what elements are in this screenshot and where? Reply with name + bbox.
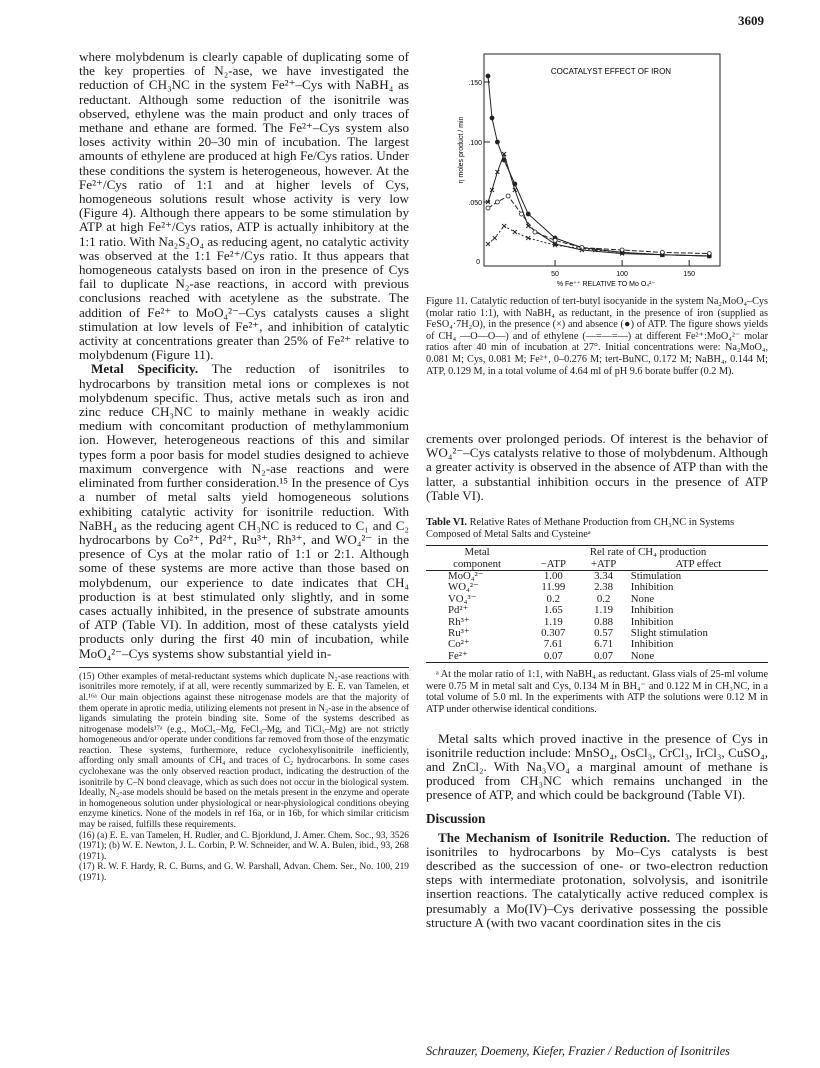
data-point (533, 230, 537, 234)
table-header-row (426, 558, 768, 571)
data-point (495, 140, 499, 144)
cell-plus-atp: 0.2 (596, 592, 611, 605)
cell-plus-atp: 0.57 (594, 627, 614, 640)
right-column-lower (426, 432, 768, 930)
data-point (580, 246, 584, 250)
cell-plus-atp: 3.34 (594, 570, 614, 583)
cell-atp-effect: Slight stimulation (630, 627, 708, 640)
paragraph-text: The reduction of isonitriles to hydrocarbons by Mo–Cys catalysts is best described as the succession of one- or two-electron reduction steps with intermediate protonation, solvolysis, and isonitrile insertion reactions. The catalytically active reduced complex is presumably a Mo(IV)–Cys derivative possessing the possible structure A (with two vacant coordination sites in the cis (426, 829, 768, 930)
header-plus-atp: +ATP (590, 558, 617, 571)
table-label: Table VI. (426, 517, 468, 529)
cell-metal: MoO₄²⁻ (448, 570, 484, 583)
page-number: 3609 (738, 13, 764, 28)
cell-atp-effect: Inhibition (630, 615, 674, 628)
cell-plus-atp: 6.71 (594, 638, 614, 651)
cell-minus-atp: 0.07 (543, 649, 563, 662)
cell-plus-atp: 2.38 (594, 581, 614, 594)
paragraph-text: The reduction of isonitriles to hydrocarbons by transition metal ions or complexes is not molybdenum specific. Thus, active metals such as iron and zinc reduce CH₃NC to mainly methane in weakly acidic medium with concomitant production of methylammonium ion. However, heterogeneous reactions of this and similar types form a poor basis for model studies designed to achieve maximum convergence with N₂-ase reactions and were eliminated from further consideration.¹⁵ In the presence of Cys a number of metal salts yield homogeneous solutions exhibiting catalytic activity for isonitrile reduction. With NaBH₄ as the reducing agent CH₃NC is reduced to C₁ and C₂ hydrocarbons by Co²⁺, Pd²⁺, Ru³⁺, Rh³⁺, and WO₄²⁻ in the presence of Cys at the molar ratio of 1:1 or 2:1. Although some of these systems are more active than those based on molybdenum, our experience to date indicates that CH₄ production is at best stimulated only slightly, and in some cases actually inhibited, in the presence of substrate amounts of ATP (Table VI). In addition, most of these catalysts yield products only during the first 40 min of incubation, while MoO₄²⁻–Cys systems show substantial yield in- (79, 361, 409, 661)
data-point (493, 236, 497, 240)
table-row (426, 605, 768, 616)
data-point (506, 194, 510, 198)
header-atp-effect: ATP effect (675, 558, 722, 571)
data-point (495, 200, 499, 204)
y-axis-label: η moles product / min (458, 116, 465, 184)
cell-minus-atp: 0.307 (541, 627, 566, 640)
x-tick-label: 150 (683, 271, 696, 278)
x-axis-label: % Fe⁺⁺ RELATIVE TO Mo O₄²⁻ (556, 281, 656, 288)
footnote-17: (17) R. W. F. Hardy, R. C. Burns, and G. W. Parshall, Advan. Chem. Ser., No. 100, 219 (1971). (79, 862, 409, 884)
series-line (488, 196, 709, 254)
cell-atp-effect: Inhibition (630, 604, 674, 617)
cell-atp-effect: Stimulation (630, 570, 682, 583)
cell-plus-atp: 1.19 (594, 604, 614, 617)
cell-metal: Pd²⁺ (448, 604, 469, 617)
series-line (488, 76, 709, 256)
cell-plus-atp: 0.88 (594, 615, 614, 628)
cell-plus-atp: 0.07 (594, 649, 614, 662)
cell-minus-atp: 1.65 (543, 604, 563, 617)
data-point (513, 230, 517, 234)
cell-atp-effect: None (630, 592, 655, 605)
x-tick-label: 100 (616, 271, 628, 278)
body-paragraph-metal-specificity (79, 362, 409, 660)
body-paragraph-mechanism (426, 831, 768, 930)
data-point (490, 116, 494, 120)
header-group: Rel rate of CH₄ production (589, 546, 707, 559)
data-point (526, 212, 530, 216)
cell-atp-effect: Inhibition (630, 581, 674, 594)
body-paragraph-continued: crements over prolonged periods. Of interest is the behavior of WO₄²⁻–Cys catalysts relative to those of molybdenum. Although a greater activity is observed in the absence of ATP than with the latter, a substantial inhibition occurs in the presence of ATP (Table VI). (426, 431, 768, 503)
body-paragraph-metal-salts: Metal salts which proved inactive in the presence of Cys in isonitrile reduction include: MnSO₄, OsCl₃, CrCl₃, IrCl₃, CuSO₄, and ZnCl₂. With Na₃VO₄ a marginal amount of methane is produced from CH₃NC which remains unchanged in the presence of ATP, and which could be background (Table VI). (426, 730, 768, 803)
running-footer: Schrauzer, Doemeny, Kiefer, Frazier / Reduction of Isonitriles (426, 1044, 730, 1058)
left-column (79, 50, 409, 884)
cell-atp-effect: Inhibition (630, 638, 674, 651)
y-tick-label: .050 (468, 200, 482, 207)
table-header-row (426, 546, 768, 559)
table-caption-text: Relative Rates of Methane Production from CH₃NC in Systems Composed of Metal Salts and Cysteineᵃ (426, 517, 735, 541)
footnote-rule (79, 667, 409, 668)
cell-metal: Co²⁺ (448, 638, 470, 651)
data-point (486, 74, 490, 78)
table-caption (426, 517, 768, 541)
cell-metal: Fe²⁺ (448, 649, 468, 662)
footnote-16: (16) (a) E. E. van Tamelen, H. Rudler, and C. Bjorklund, J. Amer. Chem. Soc., 93, 3526 (1971); (b) W. E. Newton, J. L. Corbin, P. W. Schneider, and W. A. Bulen, ibid., 93, 268 (1971). (79, 830, 409, 862)
figure-caption: Figure 11. Catalytic reduction of tert-butyl isocyanide in the system Na₂MoO₄–Cys (molar ratio 1:1), with NaBH₄ as reductant, in the presence of iron (supplied as FeSO₄·7H₂O), in the presence (×) and absence (●) of ATP. The figure shows yields of CH₄ —O—O—) and of ethylene (—=—=—) at different Fe²⁺:MoO₄²⁻ molar ratios after 40 min of incubation at 27°. Initial concentrations were: Na₂MoO₄, 0.081 M; Cys, 0.081 M; Fe²⁺, 0–0.276 M; tert-BuNC, 0.172 M; NaBH₄, 0.144 M; ATP, 0.129 M, in a total volume of 4.64 ml of pH 9.6 borate buffer (0.2 M). (426, 296, 768, 377)
data-point (520, 212, 524, 216)
cell-minus-atp: 0.2 (546, 592, 561, 605)
chart-title: COCATALYST EFFECT OF IRON (550, 67, 672, 76)
cell-minus-atp: 1.00 (543, 570, 563, 583)
header-minus-atp: −ATP (540, 558, 566, 571)
cell-minus-atp: 11.99 (541, 581, 566, 594)
table-row (426, 651, 768, 663)
cell-metal: Ru³⁺ (448, 627, 470, 640)
series-line (488, 154, 709, 256)
data-point (486, 206, 490, 210)
y-tick-label: .100 (468, 140, 482, 147)
figure-11-chart (458, 50, 728, 290)
footnote-15: (15) Other examples of metal-reductant systems which duplicate N₂-ase reactions with isonitriles more remotely, if at all, were recently summarized by E. E. van Tamelen, et al.¹⁶ᵃ Our main objections against these nitrogenase models are that the majority of them operate in aprotic media, utilizing elements not present in N₂-ase in the absence of ligands simulating the protein binding site. Some of the systems described as nitrogenase models¹⁷ᵃ (e.g., MoCl₅–Mg, FeCl₃–Mg, and TiCl₃–Mg) are not strictly homogeneous and/or operate under conditions far removed from those of the enzymatic reaction. These systems, furthermore, reduce cyclohexylisonitrile inefficiently, affording only small amounts of CH₄ and traces of C₂ hydrocarbons. In some cases cyclohexane was the only observed reaction product, indicating the destruction of the isonitrile by C–N bond cleavage, which as such does not occur in the biological system. Ideally, N₂-ase models should be based on the metals present in the enzyme and operate in homogeneous solution under physiological or near-physiological conditions obeying enzyme kinetics. None of the models in ref 16a, or in 16b, for which similar criticism may be raised, fulfills these requirements. (79, 671, 409, 831)
right-column-upper (426, 296, 768, 377)
data-point (553, 238, 557, 242)
y-tick-label: .150 (468, 80, 482, 87)
cell-metal: VO₄³⁻ (448, 592, 477, 605)
table-vi (426, 545, 768, 663)
table-footnote: ᵃ At the molar ratio of 1:1, with NaBH₄ as reductant. Glass vials of 25-ml volume were 0.75 M in metal salt and Cys, 0.134 M in BH₄⁻ and 0.122 M in CH₃NC, in a total volume of 5.0 ml. In the experiments with ATP the solutions were 0.12 M in ATP under otherwise identical conditions. (426, 669, 768, 716)
run-in-heading: Metal Specificity. (91, 361, 199, 377)
header-metal: Metal (464, 546, 490, 559)
cell-minus-atp: 7.61 (543, 638, 563, 651)
origin-tick-label: 0 (476, 259, 480, 266)
cell-atp-effect: None (630, 649, 655, 662)
discussion-heading: Discussion (426, 810, 486, 826)
body-paragraph: where molybdenum is clearly capable of duplicating some of the key properties of N₂-ase, we have investigated the reduction of CH₃NC in the system Fe²⁺–Cys with NaBH₄ as reductant. Although some reduction of the isonitrile was observed, ethylene was the main product and only traces of methane and ethane are formed. The Fe²⁺–Cys system also loses activity within 20–30 min of incubation. The largest amounts of ethylene are produced at high Fe/Cys ratios. Under these conditions the system is heterogeneous, however. At the Fe²⁺/Cys ratio of 1:1 and at higher levels of Cys, homogeneous solutions result whose activity is very low (Figure 4). Although there appears to be some stimulation by ATP at high Fe²⁺/Cys ratios, ATP is actually inhibitory at the 1:1 ratio. With Na₂S₂O₄ as reducing agent, no catalytic activity was observed at the 1:1 Fe²⁺/Cys ratio. It thus appears that homogeneous catalysts based on iron in the presence of Cys fail to duplicate N₂-ase reactions, in accord with previous conclusions reached with acetylene as the substrate. The addition of Fe²⁺ to MoO₄²⁻–Cys catalysts causes a slight stimulation at low levels of Fe²⁺, and inhibition of catalytic activity at concentrations greater than 25% of Fe²⁺ relative to molybdenum (Figure 11). (79, 49, 409, 363)
x-tick-label: 50 (551, 271, 559, 278)
data-point (502, 224, 506, 228)
cell-metal: WO₄²⁻ (448, 581, 479, 594)
run-in-heading: The Mechanism of Isonitrile Reduction. (438, 829, 671, 845)
cell-metal: Rh³⁺ (448, 615, 470, 628)
cell-minus-atp: 1.19 (543, 615, 563, 628)
data-point (486, 242, 490, 246)
header-component: component (453, 558, 502, 571)
